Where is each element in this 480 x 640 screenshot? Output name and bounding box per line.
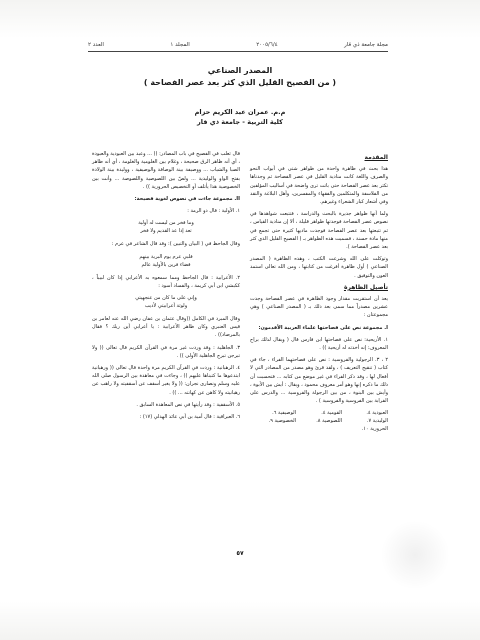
list-item: الوليدية ٧. xyxy=(366,418,388,425)
author-affiliation: كلية التربية - جامعة ذي قار xyxy=(197,118,283,126)
author-block xyxy=(110,108,370,128)
list-item: الخصوصية ٩. xyxy=(268,418,296,425)
list-item: القومية ٤. xyxy=(321,410,342,417)
verse-line: فلبي عرم يوم البرية بينهم xyxy=(139,253,193,260)
left-paragraph: وقال الجاحظ في ( البيان والتبين ): وقد قال الشاعر في عرم : xyxy=(111,241,240,248)
header-rule xyxy=(88,51,388,52)
left-item: ٤. الرهبانية : وردت في القرآن الكريم مرة واحدة قال تعالى (( ورهبانية ابتدعوها ما كتبناها عليهم )) ، وجاءت في معاهدة بين الرسول صلى الله عليه وسلم ونصارى نجران: (( ولا يغير أسقف عن أسقفيته ولا راهب عن رهبانيته ولا كاهن عن كهانته ... )) . xyxy=(92,365,240,396)
left-item: ٣. الجاهلية : وقد وردت غير مرة في القرآن الكريم قال تعالى (( ولا تبرجن تبرج الجاهلية الأولى )) . xyxy=(92,344,240,359)
left-item: ٢. الأعرابية : قال الجاحظ ومما سمعوه به الأعرابي إذا كان لبيباً ، ككبشي ابن أبي كريمة ، والفساد أسود : xyxy=(92,274,240,289)
author-name: م.م. عمران عبد الكريم حزام xyxy=(194,108,286,116)
header-date: ٢٠٠٥/٦/٤ xyxy=(256,42,278,48)
intro-paragraph: ولما أنها ظواهر جديرة بالبحث والدراسة ، فتتبعت شواهدها في نصوص عصر الفصاحة فوجدتها ظواهر قليلة ، ألا إن منادية القياس ، ثم تتبعتها بعد عصر الفصاحة فوجدت ماديها كثيرة حتى تجمع في منها مادة حسنة ، فسميت هذه الظواهر بـ ( الفصيح القليل الذي كثر بعد عصر الفصاحة ). xyxy=(250,211,388,251)
page-number: ٥٧ xyxy=(236,550,244,557)
header-issue: العدد ٢ xyxy=(88,42,104,48)
left-item: ٥. الأسقفية : وقد رأيتها في نص المعاهدة السابق . xyxy=(136,401,240,408)
rooting-paragraph: يعد أن استقربت مقدار وجود الظاهرة في عصر الفصاحة وجدت عشرين مصدراً مما سمى بعد ذلك بـ ( المصدر الصناعي ) وهي مجموعتان : xyxy=(250,296,388,319)
title-block xyxy=(110,66,370,87)
poem-verse xyxy=(92,253,240,269)
article-subtitle: ( من الفصيح القليل الذي كثر بعد عصر الفصاحة ) xyxy=(143,78,337,87)
intro-paragraph: هذا بحث في ظاهرة واحدة من ظواهر شتى في أبواب النحو والصرف واللغة كانت منادية القليل في عصر الفصاحة ثم وجدناها تكثر بعد عصر الفصاحة حتى باتت ترى واضحة في أساليب المؤلفين من الفلاسفة والمتكلمين والفقهاء والمفسرين، وأهل البلاغة والنقد وفي أشعار كبار الشعراء وغيرهم. xyxy=(250,166,388,206)
poem-verse xyxy=(92,294,240,310)
poem-verse xyxy=(92,219,240,235)
verse-line: وما فخر من ليست له أولية xyxy=(138,220,194,227)
group1-item: ١. الأريحية: نص على فصاحتها ابن فارس قال ( ويقال لذلك براح المعروف: إنه أخذته له أريحية )) . xyxy=(250,336,388,352)
list-item: العبودية ٤. xyxy=(366,410,388,417)
right-column xyxy=(250,150,388,433)
article-title: المصدر الصناعي xyxy=(207,66,273,75)
verse-line: فضاء فرين بالأولية عالم xyxy=(141,261,191,268)
header-volume: المجلد ١ xyxy=(170,42,190,48)
word-list xyxy=(250,409,388,433)
group1-heading: I. مجموعة نص على فصاحتها علماء العربية الأقدمون: xyxy=(258,324,388,331)
running-header xyxy=(88,42,388,48)
verse-line: ولوثة أعرابيتي لأديب xyxy=(144,303,188,310)
group1-item: ٢ ، ٣. الرجولية والفروسية : نص على فصاحتهما الفراء ، جاء في كتاب ( تنقيح التعريف ) ، ولقد قرئ وهو مصدر من المصادر التي لا أفعال لها ، وقد ذكر الفراء في غير موضع من كتابه ... فتحسبت أن ذلك ما ذكره إنها وهو أمر معروف محمود ، ويقال : أيش بين الأبوة ، وأيش بين البنوة ، من بين الرجولة والفروسية ... والدرس على الفرابة بين الفروسية والفروسية ) . xyxy=(250,357,388,405)
left-item: ٦. العبراقية : قال أمية بن أبي عائذ الهذلي (١٧) : xyxy=(139,414,240,421)
left-paragraph: قال ثعلب في الفصيح في باب المصادر: (( ... وعبد بين العبودية والعبودة ، أي أنه ظاهر الرق صحيحة ، وغلام بين الغلومية والغلومة ، أي أنه ظاهر الصبا والشباب ... ووصيفة بينة الوصافة والوصيفية ، ووليدة بينة الولادة بفتح الواو والوليدية ... ولصّ بين اللصوصية واللصوصة ... وأنت بين الخصوصية هذا يأتلف أو التخصيص الحرورية )) . xyxy=(92,151,240,190)
list-item: الحرورية ١٠. xyxy=(361,426,388,433)
verse-line: وإني على ما كان من عنجهيتي xyxy=(135,295,197,302)
intro-heading: المقدمة xyxy=(364,154,388,161)
group2-heading: II. مجموعة جاءت في نصوص لغوية فصيحة: xyxy=(134,196,240,203)
list-item: الوصيفية ٦. xyxy=(272,410,296,417)
left-column xyxy=(92,150,240,425)
left-item: ١. الأولية : قال ذو الرمة : xyxy=(187,208,240,215)
intro-paragraph: وتوكلت على الله وشرعت الكتب ، وهذه الظاهرة ( المصدر الصناعي ) أول ظاهرة أفرغت من كتابتها ، ومن الله تعالى استمد العون والتوفيق . xyxy=(250,256,388,279)
header-journal: مجلة جامعة ذي قار xyxy=(344,42,388,48)
scan-smudge xyxy=(380,520,450,590)
rooting-heading: تأصيل الظاهرة xyxy=(343,283,388,291)
verse-line: تعد إذا عد القديم ولا فخر xyxy=(140,228,192,235)
left-item: وقال المبرد في الكامل ((وقال عثمان بن عفان رضي الله عنه لعامر بن قيس العنبري وكان ظاهر الأعرابية : يا أعرابي أين ربك ؟ فقال بالمرصاد)) . xyxy=(92,316,240,339)
list-item: اللصوصية ٨. xyxy=(316,418,342,425)
